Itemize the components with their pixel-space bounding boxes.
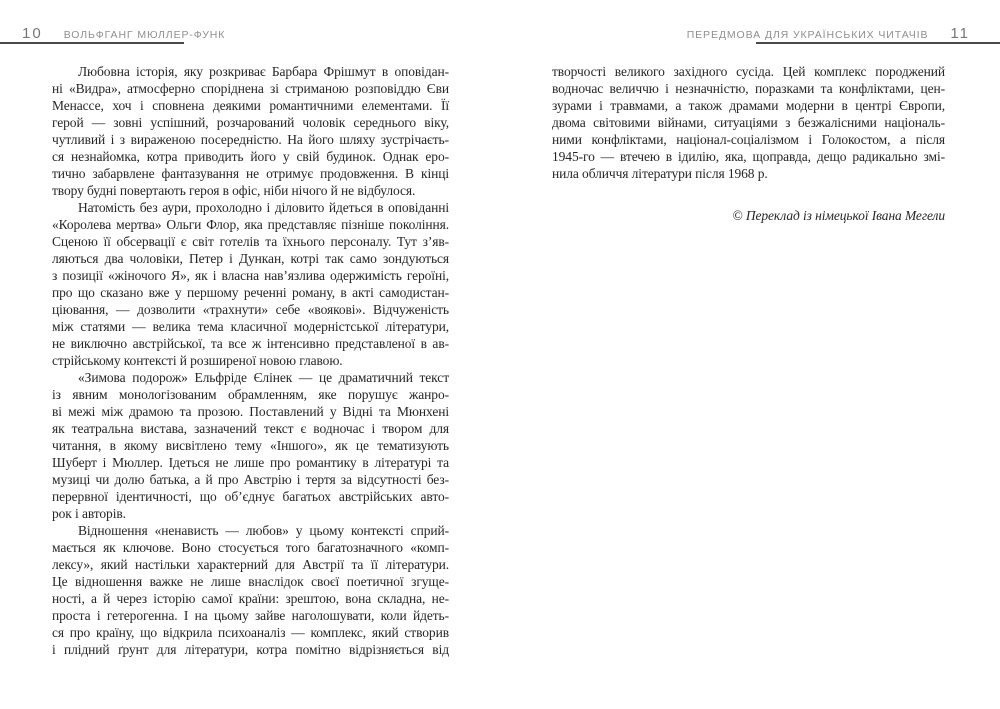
text-line: водночас величчю і незначністю, поразками та конфліктами, цен- — [552, 81, 945, 96]
paragraph — [52, 522, 449, 658]
translation-credit: © Переклад із німецької Івана Мегели — [732, 208, 945, 223]
running-head-right — [687, 25, 970, 42]
text-line: із явним монологізованим обрамленням, яке порушує жанро- — [52, 387, 449, 402]
text-line: про що сказано вже у першому реченні роману, в акті самодистан- — [52, 285, 449, 300]
text-line: з позиції «жіночого Я», як і власна нав’язлива одержимість героїні, — [52, 268, 449, 283]
page-body-right — [552, 63, 945, 224]
text-line: лексу», який настільки характерний для Австрії та її літератури. — [52, 557, 449, 572]
text-line: нила обличчя літератури після 1968 р. — [552, 166, 768, 181]
text-line: Сценою її обсервації є світ готелів та їхнього персоналу. Тут з’яв- — [52, 234, 449, 249]
text-line: ві межі між драмою та прозою. Поставлений у Відні та Мюнхені — [52, 404, 449, 419]
paragraph — [52, 199, 449, 369]
paragraph — [552, 63, 945, 182]
page-number-left: 10 — [22, 25, 43, 42]
text-line: ності, а й через історію самої країни: зрештою, вона складна, не- — [52, 591, 449, 606]
text-line: «Королева мертва» Ольги Флор, яка представляє пізніше покоління. — [52, 217, 449, 232]
text-line: перервної ідентичності, що об’єднує багатьох австрійських авто- — [52, 489, 449, 504]
running-title-right: ПЕРЕДМОВА ДЛЯ УКРАЇНСЬКИХ ЧИТАЧІВ — [686, 29, 929, 41]
text-line: не виключно австрійської, та все ж інтенсивно представленої в ав- — [52, 336, 449, 351]
text-line: ляються два чоловіки, Петер і Дункан, котрі так само зондуються — [52, 251, 449, 266]
text-line: Це відношення важке не лише внаслідок своєї поетичної згуще- — [52, 574, 449, 589]
paragraph — [52, 63, 449, 199]
text-line: Любовна історія, яку розкриває Барбара Фрішмут в оповідан- — [78, 64, 449, 79]
text-line: між статями — велика тема класичної модерністської літератури, — [52, 319, 449, 334]
text-line: чутливий і з вираженою посередністю. На його шляху зустрічаєть- — [52, 132, 449, 147]
text-line: Натомість без аури, прохолодно і діловито йдеться в оповіданні — [78, 200, 449, 215]
head-rule-left — [0, 42, 184, 44]
running-head-left — [22, 25, 225, 42]
text-line: герой — зовні успішний, розчарований чоловік середнього віку, — [52, 115, 449, 130]
page-body-left — [52, 63, 449, 658]
text-line: ціювання, — дозволити «трахнути» себе «воякові». Відчуженість — [52, 302, 449, 317]
text-line: зурами і травмами, а також драмами модерни в центрі Європи, — [552, 98, 945, 113]
text-line: мається як ключове. Воно стосується того багатозначного «комп- — [52, 540, 449, 555]
text-line: стрійському контексті й розширеної новою главою. — [52, 353, 343, 368]
text-line: ся про країну, що відкрила психоаналіз — комплекс, який створив — [52, 625, 449, 640]
text-line: рок і авторів. — [52, 506, 126, 521]
text-line: творчості великого західного сусіда. Цей комплекс породжений — [552, 64, 945, 79]
text-line: тично забарвлене фантазування не отримує продовження. В кінці — [52, 166, 449, 181]
text-line: «Зимова подорож» Ельфріде Єлінек — це драматичний текст — [78, 370, 449, 385]
text-line: і плідний ґрунт для літератури, котра помітно відрізняється від — [52, 642, 449, 657]
text-line: читання, в якому висвітлено тему «Іншого», як це тематизують — [52, 438, 449, 453]
text-line: проста і гетерогенна. І на цьому зайве наголошувати, коли йдеть- — [52, 608, 449, 623]
running-title-left: ВОЛЬФГАНГ МЮЛЛЕР-ФУНК — [63, 29, 226, 41]
text-line: двома світовими війнами, ситуаціями з безжалісними національ- — [552, 115, 945, 130]
text-line: ні «Видра», атмосферно споріднена зі стриманою розповіддю Єви — [52, 81, 449, 96]
text-line: як театральна вистава, зазначений текст є водночас і твором для — [52, 421, 449, 436]
text-line: твору будні повертають героя в офіс, ніби нічого й не відбулося. — [52, 183, 416, 198]
page-number-right: 11 — [950, 25, 970, 42]
text-line: 1945-го — втечею в ідилію, яка, щоправда, дещо радикально змі- — [552, 149, 945, 164]
paragraph — [52, 369, 449, 522]
head-rule-right — [756, 42, 1000, 44]
text-line: ними конфліктами, націонал-соціалізмом і Голокостом, а після — [552, 132, 945, 147]
text-line: Шуберт і Мюллер. Ідеться не лише про романтику в літературі та — [52, 455, 449, 470]
text-line: музиці чи долю батька, а й про Австрію і тертя за відсутності без- — [52, 472, 449, 487]
text-line: Відношення «ненависть — любов» у цьому контексті сприй- — [78, 523, 449, 538]
text-line: ся незнайомка, котра приводить його у свій будинок. Однак еро- — [52, 149, 449, 164]
text-line: Менассе, хоч і сповнена деякими романтичними елементами. Її — [52, 98, 449, 113]
